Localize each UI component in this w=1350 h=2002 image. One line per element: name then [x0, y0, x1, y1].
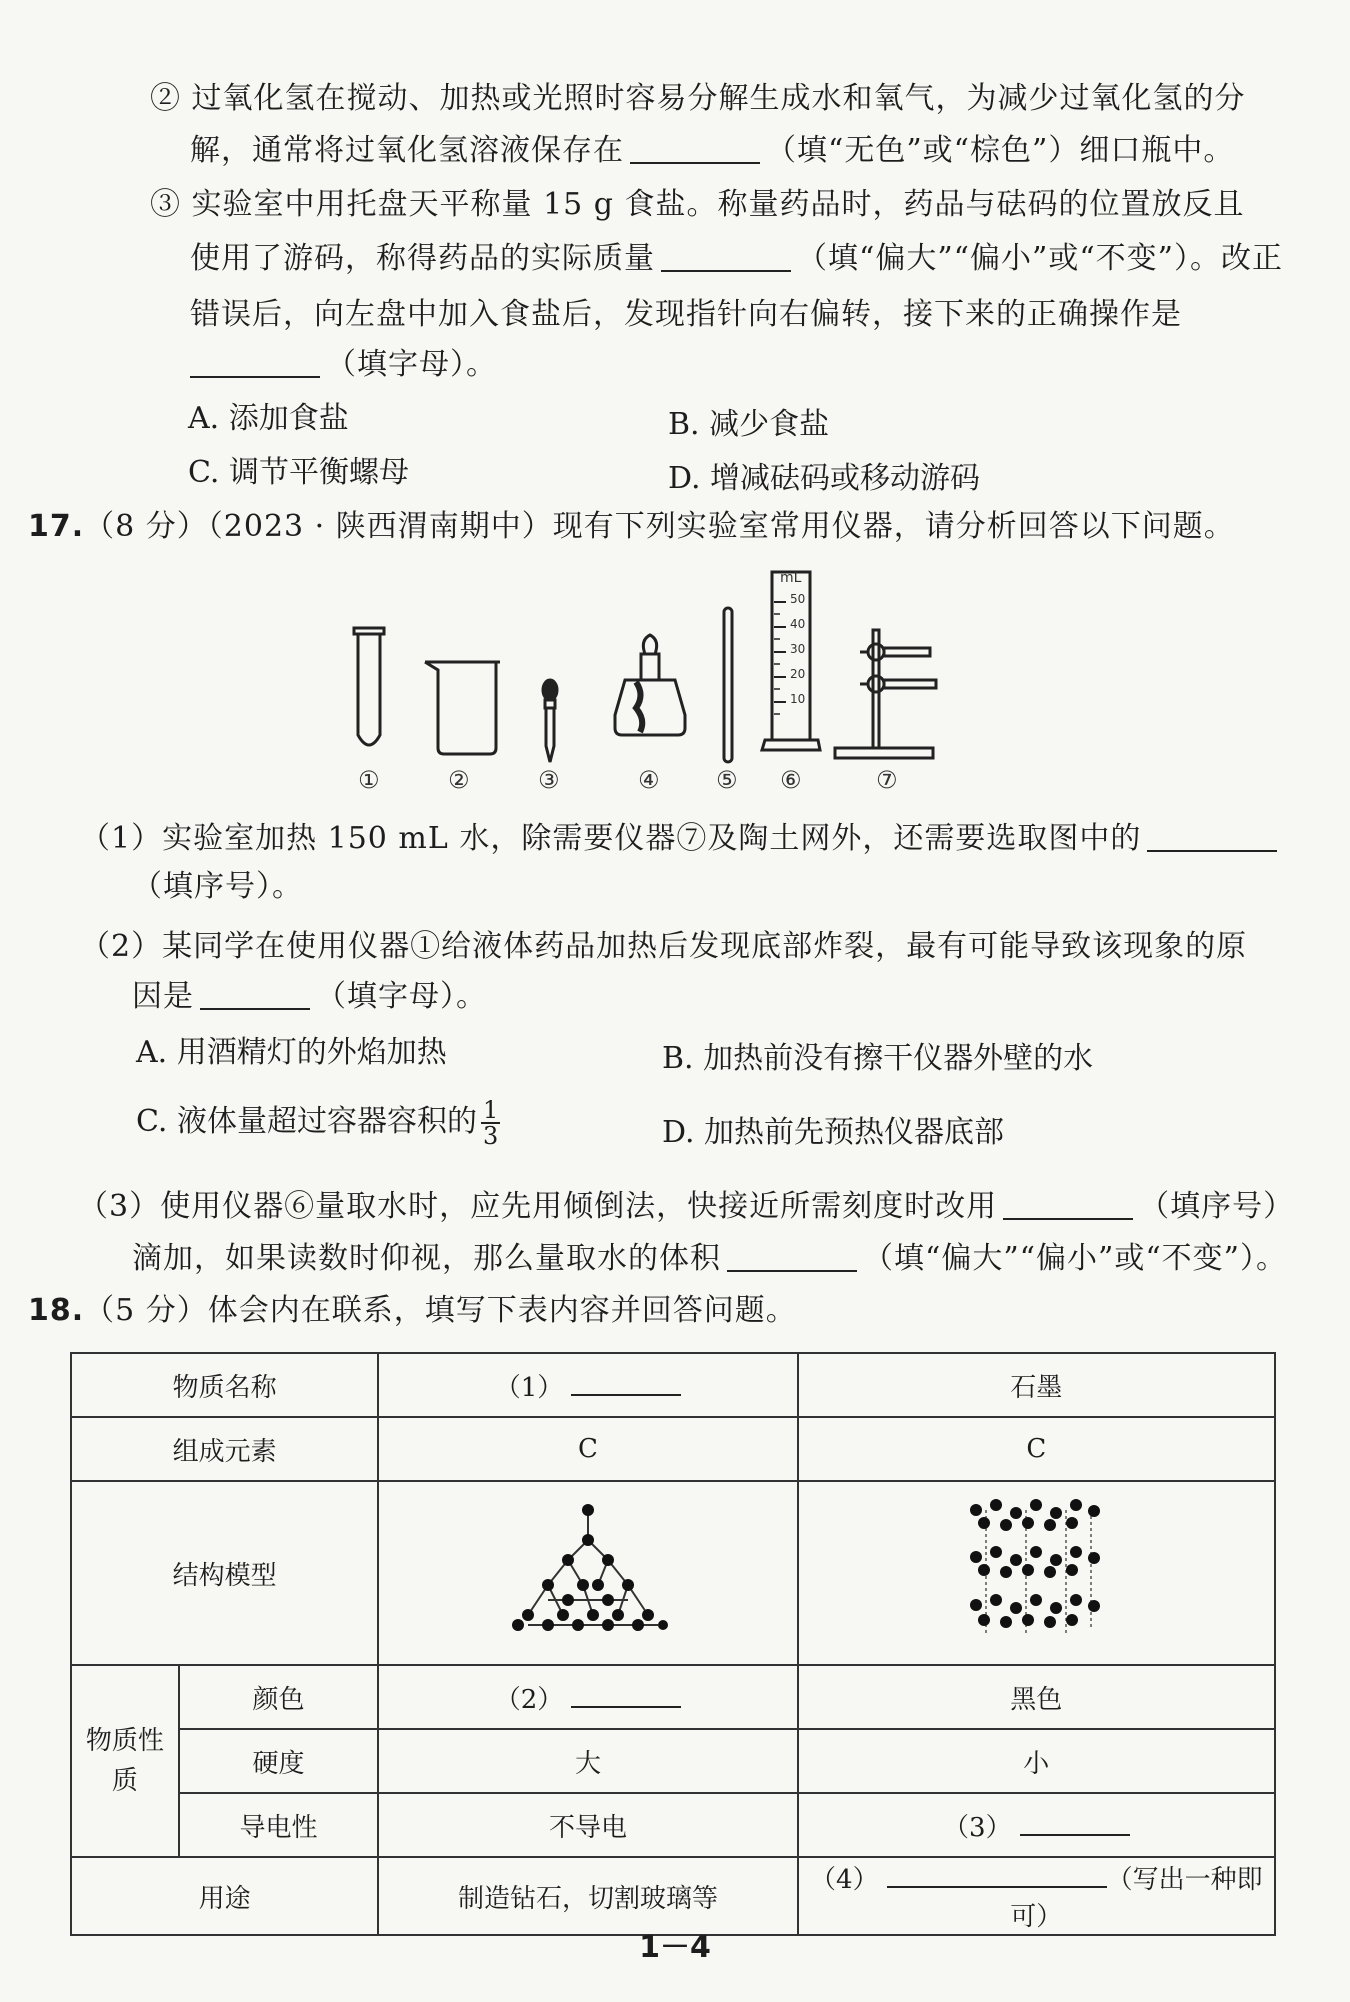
- q17-sub3-text-d: （填“偏大”“偏小”或“不变”）。: [863, 1241, 1288, 1276]
- q16-part2-text-a: 解，通常将过氧化氢溶液保存在: [190, 133, 624, 168]
- q17-blank-volume[interactable]: [727, 1240, 857, 1272]
- q16-part2-text-b: （填“无色”或“棕色”）细口瓶中。: [766, 133, 1235, 168]
- cylinder-tick-20: 20: [790, 667, 806, 681]
- q17-sub1-text: （1）实验室加热 150 mL 水，除需要仪器⑦及陶土网外，还需要选取图中的: [80, 821, 1142, 856]
- dropper-icon: [543, 680, 557, 762]
- q18-header: [28, 1290, 797, 1332]
- q17-sub1-line1: [80, 818, 1283, 860]
- apparatus-label-3: ③: [538, 766, 560, 794]
- q17-blank-cause[interactable]: [200, 978, 310, 1010]
- cylinder-tick-30: 30: [790, 642, 806, 656]
- diamond-structure-icon: [508, 1500, 668, 1640]
- q17-sub1-line2: （填序号）。: [132, 869, 303, 904]
- q18-number: 18.: [28, 1293, 85, 1328]
- row-header-model: 结构模型: [71, 1481, 378, 1665]
- q17-blank-instrument-dropping[interactable]: [1003, 1188, 1133, 1220]
- fraction-one-third: [481, 1098, 500, 1148]
- q17-sub3-text-c: 滴加，如果读数时仰视，那么量取水的体积: [132, 1241, 721, 1276]
- cell-conductivity-diamond: 不导电: [378, 1793, 797, 1857]
- q17-sub2-text-b: （填字母）。: [316, 979, 487, 1014]
- cylinder-tick-40: 40: [790, 617, 806, 631]
- q16-blank-operation[interactable]: [190, 346, 320, 378]
- q17-sub3-text-a: （3）使用仪器⑥量取水时，应先用倾倒法，快接近所需刻度时改用: [78, 1189, 998, 1224]
- blank-4[interactable]: [887, 1864, 1107, 1888]
- q16-part2-line2: [190, 130, 1234, 172]
- cell-use-graphite-label: （4）: [810, 1865, 879, 1895]
- apparatus-label-1: ①: [358, 766, 380, 794]
- q17-option-b: B. 加热前没有擦干仪器外壁的水: [662, 1041, 1094, 1076]
- apparatus-drawing: [340, 570, 1040, 810]
- q17-number: 17.: [28, 509, 85, 544]
- apparatus-label-6: ⑥: [780, 766, 802, 794]
- table-row-model: [71, 1481, 1275, 1665]
- cell-color-graphite: 黑色: [798, 1665, 1275, 1729]
- cell-conductivity-graphite[interactable]: [798, 1793, 1275, 1857]
- cell-hardness-diamond: 大: [378, 1729, 797, 1793]
- row-header-use: 用途: [71, 1857, 378, 1935]
- q17-sub2-line2: [132, 976, 487, 1018]
- row-header-color: 颜色: [179, 1665, 379, 1729]
- q16-option-a: A. 添加食盐: [188, 401, 349, 436]
- q16-part3-line4-text: （填字母）。: [326, 347, 497, 382]
- q16-option-d: D. 增减砝码或移动游码: [668, 461, 981, 496]
- cell-model-diamond: [378, 1481, 797, 1665]
- cell-color-diamond-label: （2）: [494, 1684, 564, 1715]
- alcohol-lamp-icon: [615, 635, 685, 735]
- q17-blank-instruments[interactable]: [1147, 820, 1277, 852]
- q16-part3-line3: 错误后，向左盘中加入食盐后，发现指针向右偏转，接下来的正确操作是: [190, 297, 1182, 332]
- apparatus-label-5: ⑤: [716, 766, 738, 794]
- blank-1[interactable]: [571, 1372, 681, 1396]
- carbon-comparison-table: [70, 1352, 1276, 1936]
- apparatus-label-2: ②: [448, 766, 470, 794]
- fraction-numerator: 1: [482, 1096, 499, 1124]
- cell-elements-diamond: C: [378, 1417, 797, 1481]
- test-tube-icon: [354, 628, 384, 745]
- beaker-icon: [425, 662, 500, 754]
- cell-use-graphite-tail: （写出一种即可）: [1010, 1865, 1263, 1932]
- table-row-name: [71, 1353, 1275, 1417]
- q18-header-text: （5 分）体会内在联系，填写下表内容并回答问题。: [84, 1293, 797, 1328]
- q16-part3-text-a: 使用了游码，称得药品的实际质量: [190, 241, 655, 276]
- q16-option-c: C. 调节平衡螺母: [188, 455, 409, 490]
- q17-header: [28, 506, 1235, 548]
- q16-part3-line1: ③ 实验室中用托盘天平称量 15 g 食盐。称量药品时，药品与砝码的位置放反且: [150, 187, 1245, 222]
- q17-header-text: （8 分）（2023 · 陕西渭南期中）现有下列实验室常用仪器，请分析回答以下问题。: [84, 509, 1235, 544]
- cylinder-tick-10: 10: [790, 692, 806, 706]
- cell-name-diamond-label: （1）: [494, 1372, 564, 1403]
- table-row-elements: [71, 1417, 1275, 1481]
- q16-blank-bottle-color[interactable]: [630, 132, 760, 164]
- apparatus-figure: [340, 570, 1040, 810]
- q16-part3-line2: [190, 238, 1283, 280]
- cell-model-graphite: [798, 1481, 1275, 1665]
- graphite-structure-icon: [966, 1495, 1106, 1645]
- cell-use-diamond: 制造钻石，切割玻璃等: [378, 1857, 797, 1935]
- fraction-denominator: 3: [482, 1122, 499, 1150]
- table-row-hardness: [71, 1729, 1275, 1793]
- q17-option-c-text: C. 液体量超过容器容积的: [136, 1104, 477, 1139]
- cylinder-tick-50: 50: [790, 592, 806, 606]
- cell-name-diamond[interactable]: [378, 1353, 797, 1417]
- blank-2[interactable]: [571, 1684, 681, 1708]
- row-header-name: 物质名称: [71, 1353, 378, 1417]
- q17-option-d: D. 加热前先预热仪器底部: [662, 1115, 1005, 1150]
- row-header-hardness: 硬度: [179, 1729, 379, 1793]
- page-number: 1－4: [639, 1930, 711, 1965]
- apparatus-label-7: ⑦: [876, 766, 898, 794]
- q17-sub2-line1: （2）某同学在使用仪器①给液体药品加热后发现底部炸裂，最有可能导致该现象的原: [80, 929, 1248, 964]
- cell-conductivity-graphite-label: （3）: [943, 1812, 1012, 1843]
- cylinder-unit-label: mL: [780, 570, 802, 586]
- q17-option-a: A. 用酒精灯的外焰加热: [136, 1035, 447, 1070]
- q17-option-c: [136, 1098, 500, 1148]
- glass-rod-icon: [724, 608, 732, 762]
- row-header-elements: 组成元素: [71, 1417, 378, 1481]
- row-header-conductivity: 导电性: [179, 1793, 379, 1857]
- table-row-color: [71, 1665, 1275, 1729]
- cell-color-diamond[interactable]: [378, 1665, 797, 1729]
- q16-part3-text-b: （填“偏大”“偏小”或“不变”）。改正: [797, 241, 1284, 276]
- q17-sub2-text-a: 因是: [132, 979, 194, 1014]
- apparatus-label-4: ④: [638, 766, 660, 794]
- cell-name-graphite: 石墨: [798, 1353, 1275, 1417]
- q17-sub3-line1: [78, 1186, 1294, 1228]
- cell-elements-graphite: C: [798, 1417, 1275, 1481]
- iron-stand-icon: [835, 630, 936, 758]
- cell-hardness-graphite: 小: [798, 1729, 1275, 1793]
- blank-3[interactable]: [1020, 1812, 1130, 1836]
- q17-sub3-text-b: （填序号）: [1139, 1189, 1295, 1224]
- row-group-properties: 物质性质: [71, 1665, 179, 1857]
- q17-sub3-line2: [132, 1238, 1287, 1280]
- q16-part2-line1: ② 过氧化氢在搅动、加热或光照时容易分解生成水和氧气，为减少过氧化氢的分: [150, 81, 1246, 116]
- q16-blank-actual-mass[interactable]: [661, 240, 791, 272]
- q16-option-b: B. 减少食盐: [668, 407, 830, 442]
- q16-part3-line4: [190, 344, 497, 386]
- table-row-conductivity: [71, 1793, 1275, 1857]
